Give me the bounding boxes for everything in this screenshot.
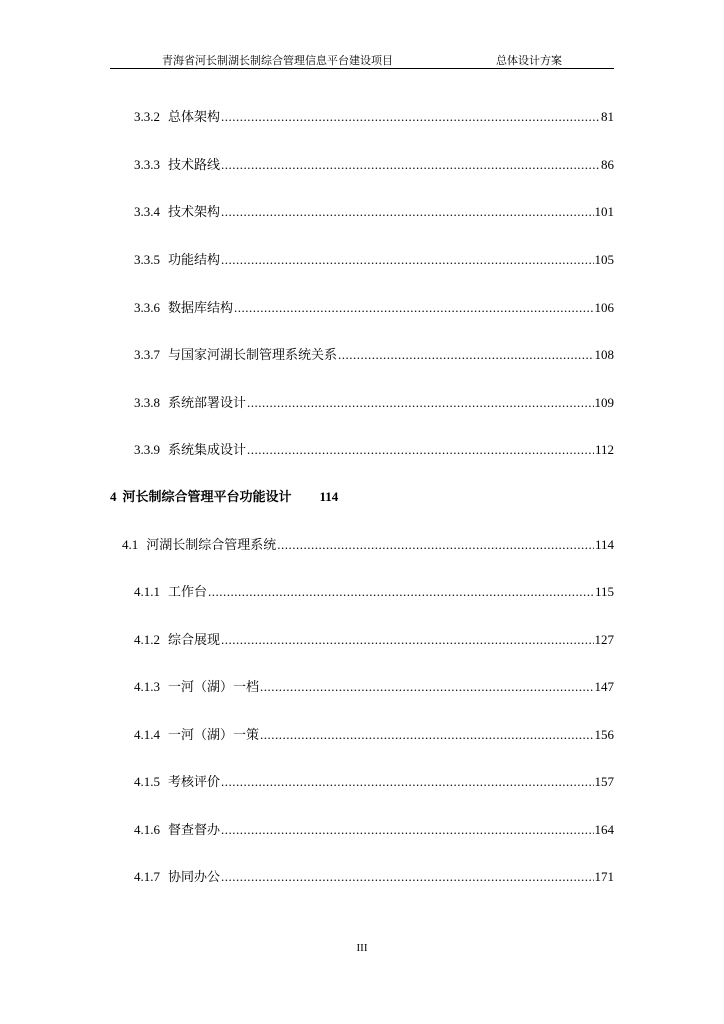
toc-entry-title: 功能结构 (168, 253, 221, 268)
toc-entry[interactable] (134, 344, 614, 364)
toc-entry[interactable] (134, 106, 614, 126)
toc-entry-number: 4.1.2 (134, 632, 160, 647)
toc-entry[interactable] (134, 439, 614, 459)
toc-entry[interactable] (134, 771, 614, 791)
toc-entry-number: 4.1.3 (134, 679, 160, 694)
page-header (110, 50, 614, 69)
toc-entry-title: 与国家河湖长制管理系统关系 (168, 348, 338, 363)
toc-chapter-number: 4 (110, 489, 117, 504)
toc-entry-number: 3.3.3 (134, 157, 160, 172)
toc-section-number: 4.1 (122, 537, 139, 552)
toc-entry-page: 112 (594, 442, 614, 457)
toc-entry-number: 4.1.5 (134, 774, 160, 789)
toc-entry-number: 3.3.4 (134, 204, 160, 219)
toc-leader-dots (221, 109, 600, 125)
toc-entry[interactable] (134, 154, 614, 174)
toc-leader-dots (247, 395, 593, 411)
toc-entry-page: 127 (594, 632, 614, 647)
toc-entry-page: 106 (594, 300, 614, 315)
toc-entry-title: 系统部署设计 (168, 396, 247, 411)
toc-entry-number: 3.3.7 (134, 347, 160, 362)
toc-entry-title: 工作台 (168, 585, 208, 600)
toc-leader-dots (221, 157, 600, 173)
toc-entry-number: 3.3.8 (134, 395, 160, 410)
toc-leader-dots (260, 679, 593, 695)
toc-chapter-title: 河长制综合管理平台功能设计 (122, 490, 292, 505)
toc-leader-dots (221, 822, 593, 838)
toc-entry-title: 系统集成设计 (168, 443, 247, 458)
toc-entry-number: 4.1.6 (134, 822, 160, 837)
toc-leader-dots (221, 632, 593, 648)
toc-entry-page: 164 (594, 822, 614, 837)
toc-entry[interactable] (134, 819, 614, 839)
toc-leader-dots (260, 727, 593, 743)
toc-entry-page: 157 (594, 774, 614, 789)
toc-entry-page: 101 (594, 204, 614, 219)
toc-chapter-entry[interactable] (110, 486, 338, 506)
toc-leader-dots (234, 300, 593, 316)
toc-leader-dots (277, 537, 594, 553)
toc-entry-number: 3.3.6 (134, 300, 160, 315)
toc-leader-dots (221, 252, 593, 268)
toc-entry-title: 总体架构 (168, 110, 221, 125)
toc-entry-page: 147 (594, 679, 614, 694)
toc-leader-dots (221, 869, 593, 885)
toc-entry-title: 技术路线 (168, 158, 221, 173)
toc-entry-title: 综合展现 (168, 633, 221, 648)
toc-entry[interactable] (134, 249, 614, 269)
toc-entry-number: 3.3.2 (134, 109, 160, 124)
toc-entry-number: 4.1.1 (134, 584, 160, 599)
page-footer (0, 942, 724, 954)
toc-leader-dots (208, 584, 594, 600)
toc-entry-page: 115 (594, 584, 614, 599)
toc-entry-page: 105 (594, 252, 614, 267)
toc-chapter-page: 114 (319, 489, 339, 504)
toc-entry-title: 一河（湖）一策 (168, 728, 260, 743)
toc-entry-page: 86 (601, 157, 614, 172)
toc-entry-number: 3.3.5 (134, 252, 160, 267)
toc-section-entry[interactable] (122, 534, 614, 554)
toc-section-page: 114 (594, 537, 614, 552)
toc-leader-dots (338, 347, 593, 363)
header-doc-title: 总体设计方案 (496, 54, 562, 67)
toc-entry-page: 81 (601, 109, 614, 124)
toc-entry[interactable] (134, 724, 614, 744)
toc-entry[interactable] (134, 866, 614, 886)
toc-entry-title: 一河（湖）一档 (168, 680, 260, 695)
toc-entry-title: 技术架构 (168, 205, 221, 220)
toc-entry[interactable] (134, 297, 614, 317)
toc-entry[interactable] (134, 201, 614, 221)
toc-entry-title: 考核评价 (168, 775, 221, 790)
footer-page-number: III (356, 942, 368, 954)
toc-entry[interactable] (134, 676, 614, 696)
toc-entry-title: 数据库结构 (168, 301, 234, 316)
toc-leader-dots (247, 442, 594, 458)
toc-entry-number: 4.1.7 (134, 869, 160, 884)
toc-section-title: 河湖长制综合管理系统 (146, 538, 277, 553)
toc-leader-dots (221, 204, 593, 220)
toc-entry-number: 4.1.4 (134, 727, 160, 742)
toc-entry[interactable] (134, 392, 614, 412)
toc-entry[interactable] (134, 629, 614, 649)
toc-entry-number: 3.3.9 (134, 442, 160, 457)
toc-entry-page: 156 (594, 727, 614, 742)
toc-entry[interactable] (134, 581, 614, 601)
toc-entry-page: 171 (594, 869, 614, 884)
toc-entry-page: 108 (594, 347, 614, 362)
toc-entry-page: 109 (594, 395, 614, 410)
toc-entry-title: 协同办公 (168, 870, 221, 885)
toc-entry-title: 督查督办 (168, 823, 221, 838)
header-project-title: 青海省河长制湖长制综合管理信息平台建设项目 (162, 54, 393, 67)
toc-leader-dots (221, 774, 593, 790)
